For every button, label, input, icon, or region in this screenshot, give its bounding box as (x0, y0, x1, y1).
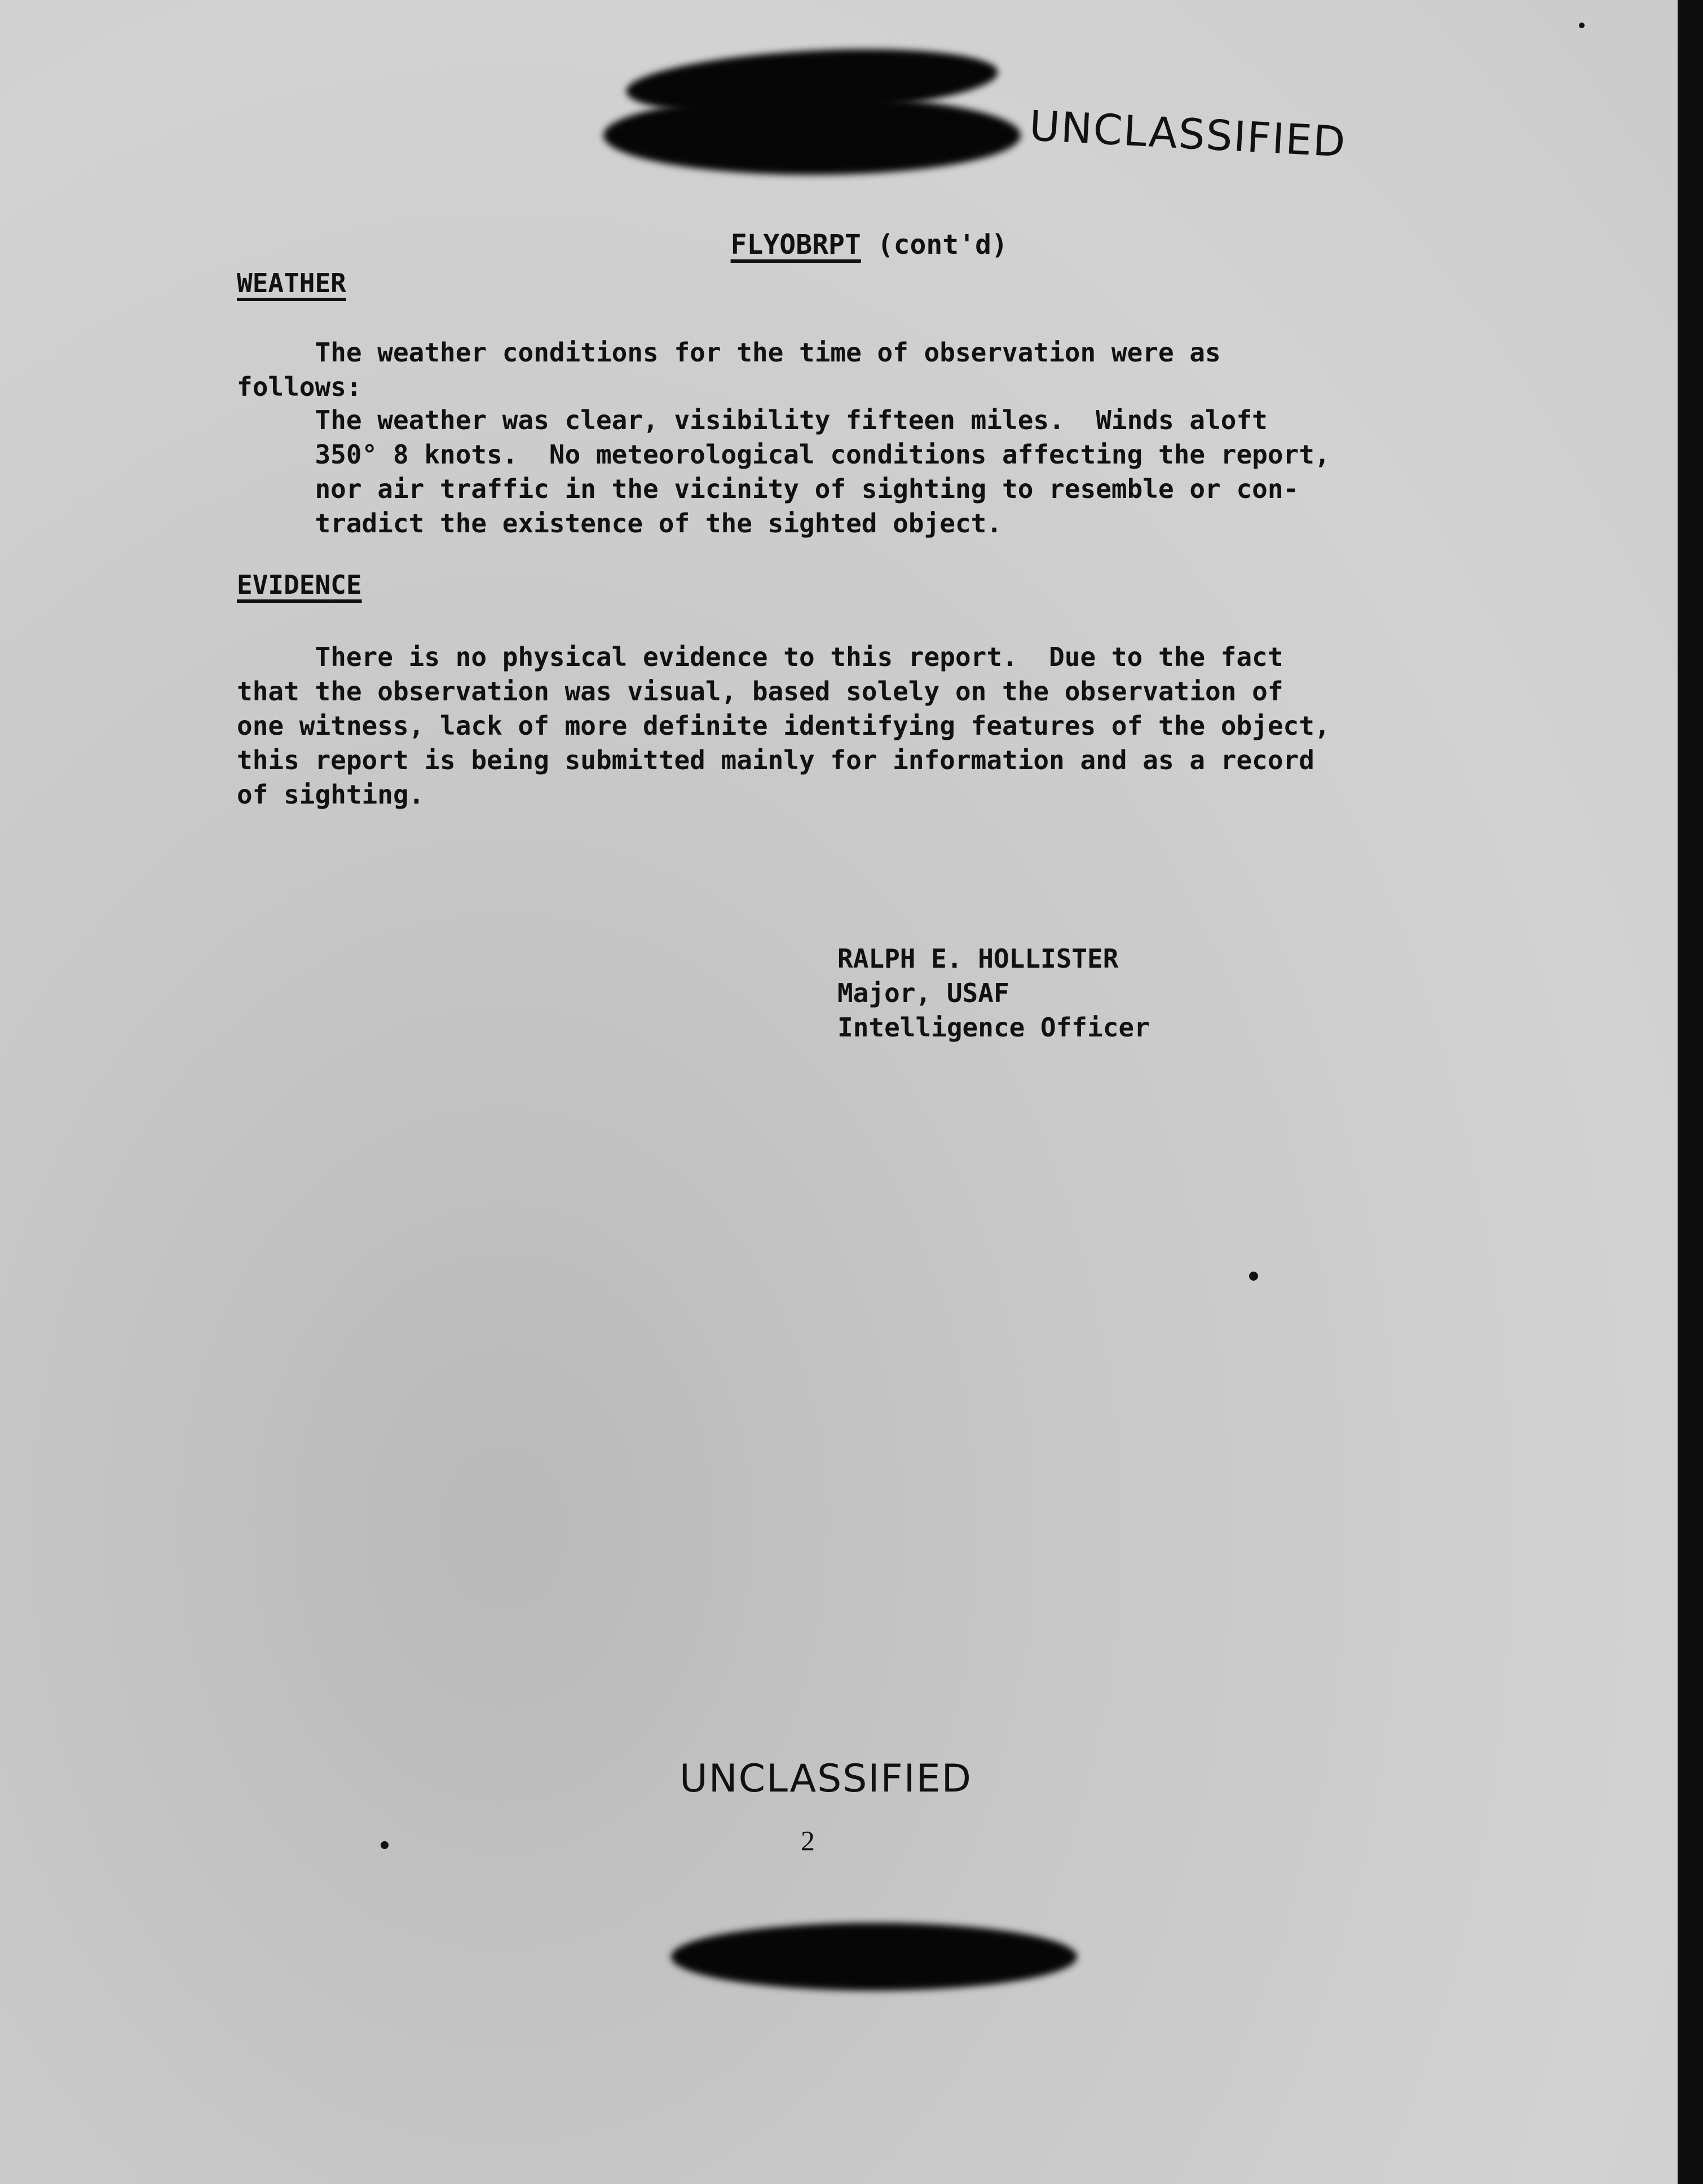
title-suffix: (cont'd) (861, 229, 1008, 261)
redaction-mark-bottom (671, 1923, 1077, 1991)
signature-name: RALPH E. HOLLISTER (837, 943, 1119, 974)
ink-speck (1249, 1272, 1258, 1281)
evidence-paragraph: There is no physical evidence to this report. Due to the fact that the observation was visual, based solely on the observation of one witness, lack of more definite identifying features of the object, this report is being submitted mainly for information and as a record of sighting. (237, 642, 1330, 810)
document-title (665, 197, 1008, 292)
ink-speck (1579, 23, 1585, 28)
signature-rank: Major, USAF (837, 978, 1009, 1008)
weather-intro-paragraph: The weather conditions for the time of observation were as follows: (237, 337, 1221, 402)
scan-edge-shadow (1678, 0, 1703, 2184)
signature-title: Intelligence Officer (837, 1012, 1150, 1043)
ink-speck (381, 1841, 389, 1849)
title-code: FLYOBRPT (730, 229, 861, 261)
weather-details-paragraph: The weather was clear, visibility fifteen miles. Winds aloft 350° 8 knots. No meteorological conditions affecting the report, nor air traffic in the vicinity of sighting to resemble or con- tradict the existence of the sighted object. (315, 405, 1330, 539)
unclassified-stamp-bottom: UNCLASSIFIED (680, 1757, 972, 1801)
page-number: 2 (801, 1825, 815, 1856)
section-heading-weather: WEATHER (237, 268, 346, 298)
unclassified-stamp-top: UNCLASSIFIED (1028, 102, 1348, 167)
section-heading-evidence: EVIDENCE (237, 570, 362, 600)
redaction-mark-top-lower (603, 96, 1021, 175)
